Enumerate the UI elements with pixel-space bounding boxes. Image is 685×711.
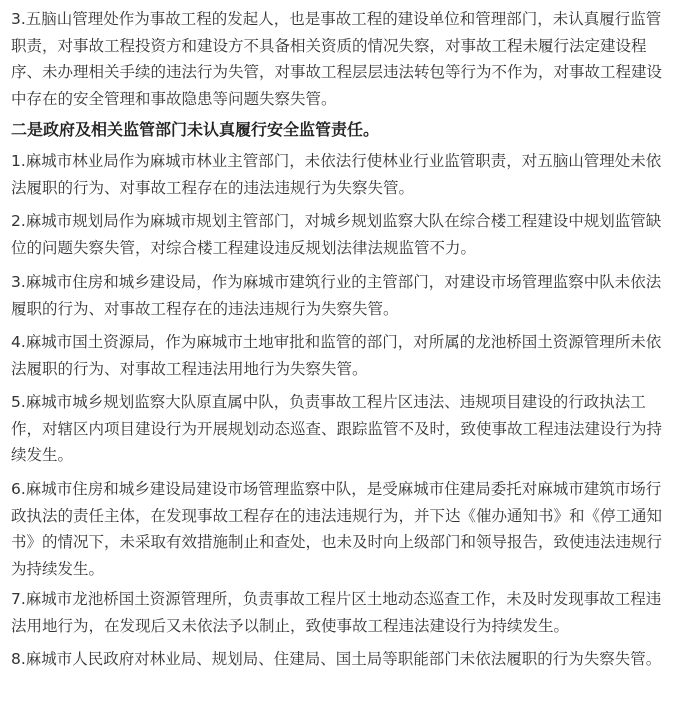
paragraph-item-8: 8.麻城市人民政府对林业局、规划局、住建局、国土局等职能部门未依法履职的行为失察失管。: [11, 650, 662, 668]
paragraph-item-1: 1.麻城市林业局作为麻城市林业主管部门，未依法行使林业行业监管职责，对五脑山管理处未依法履职的行为、对事故工程存在的违法违规行为失察失管。: [11, 152, 662, 197]
paragraph-item-2: 2.麻城市规划局作为麻城市规划主管部门，对城乡规划监察大队在综合楼工程建设中规划监管缺位的问题失察失管，对综合楼工程建设违反规划法律法规监管不力。: [11, 212, 662, 257]
paragraph-item-4: 4.麻城市国土资源局，作为麻城市土地审批和监管的部门，对所属的龙池桥国土资源管理所未依法履职的行为、对事故工程违法用地行为失察失管。: [11, 333, 662, 378]
paragraph-item-3: 3.五脑山管理处作为事故工程的发起人，也是事故工程的建设单位和管理部门，未认真履行监管职责，对事故工程投资方和建设方不具备相关资质的情况失察，对事故工程未履行法定建设程序、未办理相关手续的违法行为失管，对事故工程层层违法转包等行为不作为，对事故工程建设中存在的安全管理和事故隐患等问题失察失管。: [11, 10, 663, 108]
paragraph-item-6: 6.麻城市住房和城乡建设局建设市场管理监察中队，是受麻城市住建局委托对麻城市建筑市场行政执法的责任主体，在发现事故工程存在的违法违规行为，并下达《催办通知书》和《停工通知书》的情况下，未采取有效措施制止和查处，也未及时向上级部门和领导报告，致使违法违规行为持续发生。: [11, 480, 663, 578]
paragraph-item-5: 5.麻城市城乡规划监察大队原直属中队，负责事故工程片区违法、违规项目建设的行政执法工作，对辖区内项目建设行为开展规划动态巡查、跟踪监管不及时，致使事故工程违法建设行为持续发生。: [11, 393, 663, 464]
paragraph-item-3b: 3.麻城市住房和城乡建设局，作为麻城市建筑行业的主管部门，对建设市场管理监察中队未依法履职的行为、对事故工程存在的违法违规行为失察失管。: [11, 273, 662, 318]
section-heading-2: 二是政府及相关监管部门未认真履行安全监管责任。: [11, 120, 380, 139]
paragraph-item-7: 7.麻城市龙池桥国土资源管理所，负责事故工程片区土地动态巡查工作，未及时发现事故工程违法用地行为，在发现后又未依法予以制止，致使事故工程违法建设行为持续发生。: [11, 590, 662, 635]
